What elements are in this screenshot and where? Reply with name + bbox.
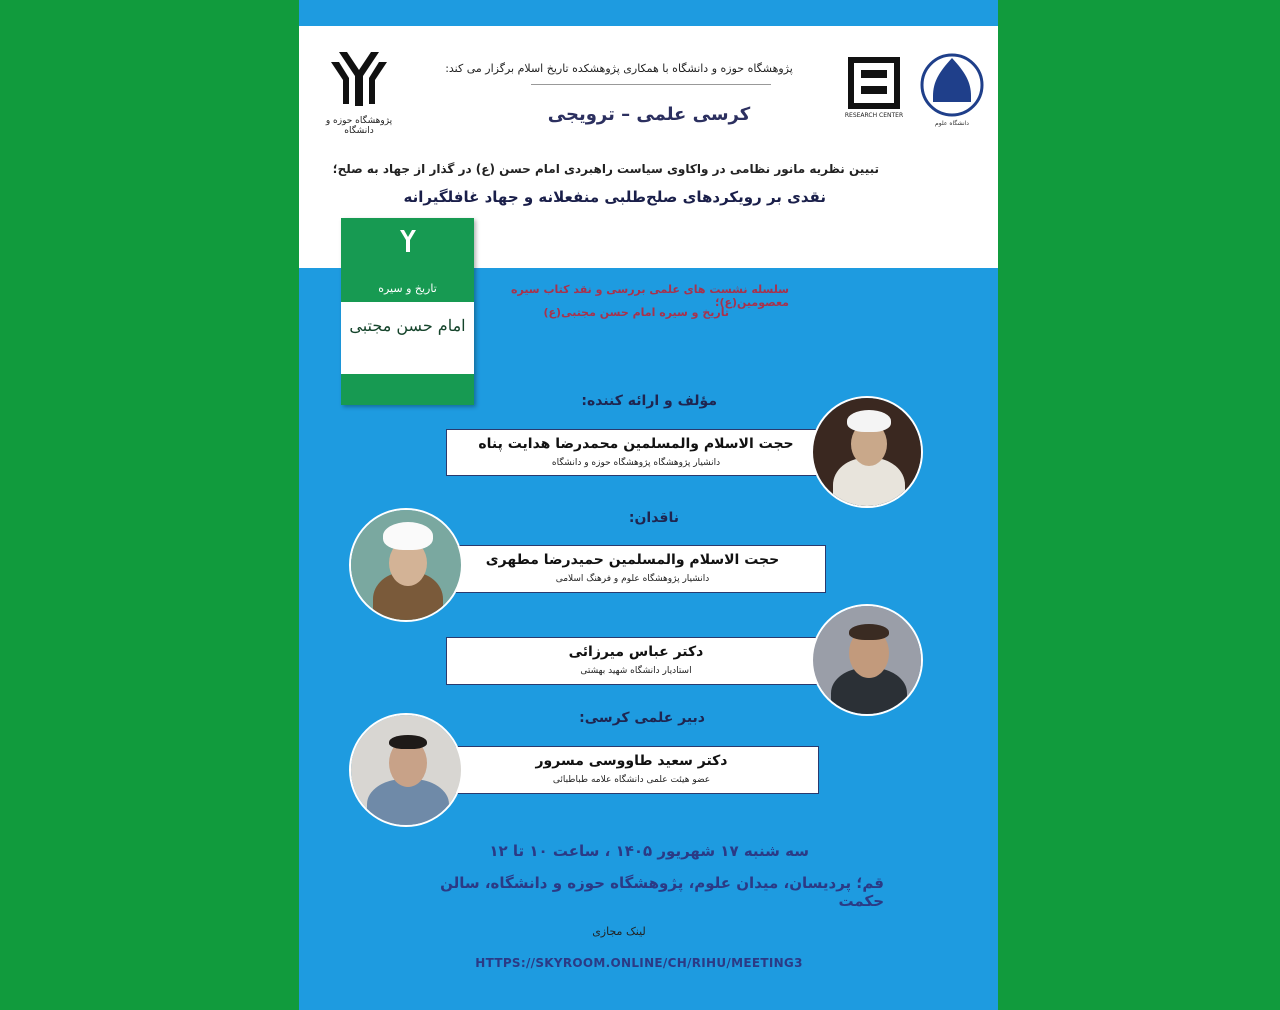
header-divider (531, 84, 771, 85)
institute-emblem-icon (317, 46, 401, 116)
presenter-affiliation: دانشیار پژوهشگاه پژوهشگاه حوزه و دانشگاه (551, 458, 721, 468)
virtual-link-label: لینک مجازی (592, 925, 646, 938)
critic-card-2 (446, 637, 826, 685)
secretary-affiliation: عضو هیئت علمی دانشگاه علامه طباطبائی (552, 775, 711, 785)
book-publisher-icon (394, 228, 422, 254)
secretary-name: دکتر سعید طاووسی مسرور (535, 753, 728, 769)
university-logo (919, 52, 985, 132)
event-location: قم؛ پردیسان، میدان علوم، پژوهشگاه حوزه و دانشگاه، سالن حکمت (440, 874, 884, 910)
series-line: سلسله نشست های علمی بررسی و نقد کتاب سیره معصومین(ع)؛ (510, 283, 789, 309)
book-series-label: تاریخ و سیره (378, 282, 437, 295)
critic-2-name: دکتر عباس میرزائی (568, 644, 704, 660)
event-poster (299, 0, 998, 1010)
virtual-meeting-link[interactable]: HTTPS://SKYROOM.ONLINE/CH/RIHU/MEETING3 (475, 956, 803, 970)
critic-1-photo (349, 508, 463, 622)
research-center-icon (843, 56, 905, 112)
book-cover (341, 218, 474, 405)
critic-1-name: حجت الاسلام والمسلمین حمیدرضا مطهری (485, 552, 780, 568)
research-center-label: RESEARCH CENTER (844, 112, 904, 119)
critic-card-1 (439, 545, 826, 593)
presenter-photo (811, 396, 923, 508)
critic-1-affiliation: دانشیار پژوهشگاه علوم و فرهنگ اسلامی (555, 574, 710, 584)
book-title: امام حسن مجتبی (349, 316, 466, 335)
event-datetime: سه شنبه ۱۷ شهریور ۱۴۰۵ ، ساعت ۱۰ تا ۱۲ (489, 842, 809, 860)
presenter-section-label: مؤلف و ارائه کننده: (581, 393, 717, 409)
presenter-name: حجت الاسلام والمسلمین محمدرضا هدایت پناه (478, 436, 794, 452)
secretary-photo (349, 713, 463, 827)
event-subtitle: تبیین نظریه مانور نظامی در واکاوی سیاست راهبردی امام حسن (ع) در گذار از جهاد به صلح؛ (332, 162, 879, 176)
event-main-title: نقدی بر رویکردهای صلح‌طلبی منفعلانه و جهاد غافلگیرانه (403, 188, 826, 206)
series-line-2: تاریخ و سیره امام حسن مجتبی(ع) (543, 306, 729, 319)
research-center-logo (843, 56, 905, 126)
organizer-line: پژوهشگاه حوزه و دانشگاه با همکاری پژوهشکده تاریخ اسلام برگزار می کند: (445, 62, 793, 75)
presenter-card (446, 429, 826, 476)
institute-logo (317, 46, 401, 146)
critic-2-photo (811, 604, 923, 716)
critics-section-label: ناقدان: (628, 510, 679, 526)
secretary-section-label: دبیر علمی کرسی: (579, 710, 705, 726)
series-title: کرسی علمی – ترویجی (547, 104, 751, 125)
secretary-card (444, 746, 819, 794)
institute-logo-label: پژوهشگاه حوزه و دانشگاه (325, 116, 393, 136)
university-logo-label: دانشگاه علوم (935, 120, 969, 127)
university-emblem-icon (919, 52, 985, 118)
critic-2-affiliation: استادیار دانشگاه شهید بهشتی (580, 666, 692, 676)
